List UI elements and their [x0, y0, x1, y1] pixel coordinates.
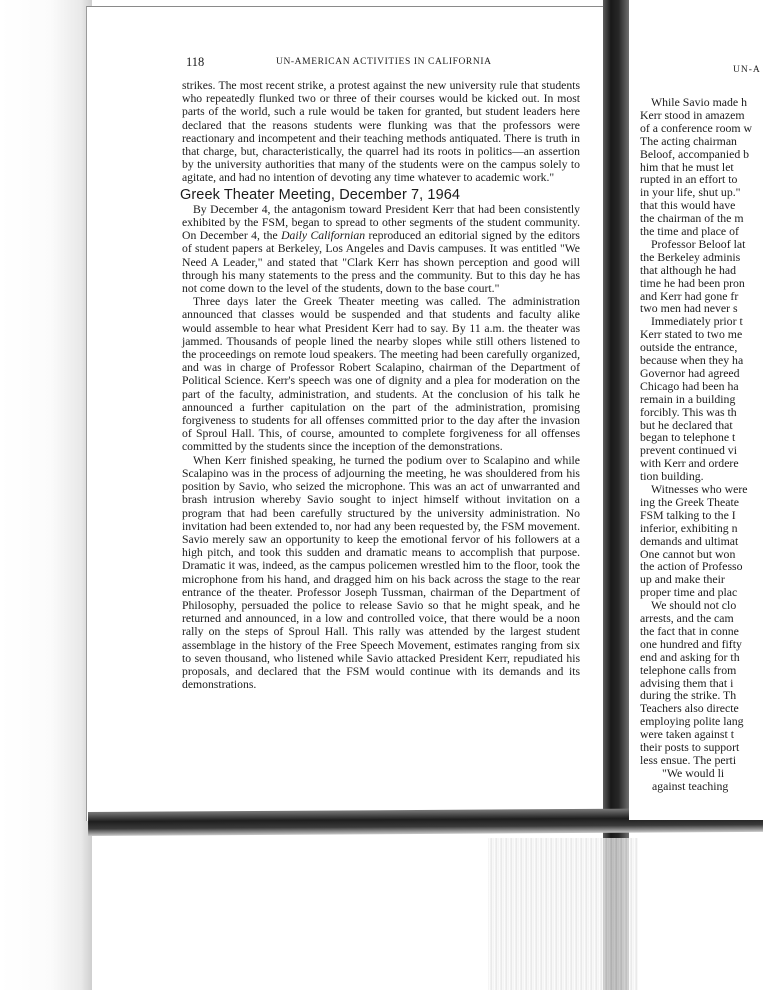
- right-page-line: Chicago had been ha: [640, 378, 739, 393]
- right-page-line: inferior, exhibiting n: [640, 520, 738, 535]
- right-page-line: FSM talking to the I: [640, 507, 736, 522]
- gutter-shadow-texture: [488, 838, 638, 990]
- right-page-line: were taken against t: [640, 727, 735, 742]
- right-page-line: The acting chairman: [640, 133, 737, 148]
- right-page-line: ing the Greek Theate: [640, 494, 740, 509]
- right-page-line: and Kerr had gone fr: [640, 288, 739, 303]
- right-page-line: because when they ha: [640, 353, 744, 367]
- right-page-line: the chairman of the m: [640, 211, 744, 226]
- running-head: [186, 55, 580, 71]
- right-page-line: Governor had agreed: [640, 365, 740, 380]
- right-page-line: that although he had: [640, 262, 736, 277]
- paragraph-greek-theater: Three days later the Greek Theater meeting was called. The administration announced that classes would be suspended and that students and faculty alike would assemble to hear what President Kerr had to say. By 11 a.m. the theater was jammed. Thousands of people lined the nearby slopes while still others listened to the proceedings on remote loud speakers. The meeting had been carefully organized, and was in charge of Professor Robert Scalapino, chairman of the Department of Political Science. Kerr's speech was one of dignity and a plea for moderation on the part of the faculty, administration, and students. At the conclusion of his talk he announced a further capitulation on the part of the administration, promising forgiveness to students for all offenses committed prior to the day after the invasion of Sproul Hall. This, of course, amounted to complete forgiveness for all offenses committed by the students since the inception of the demonstrations.: [182, 295, 580, 454]
- right-page-line: against teaching: [652, 778, 729, 793]
- right-page-line: Immediately prior t: [651, 314, 743, 329]
- right-page-line: the Berkeley adminis: [640, 249, 741, 264]
- right-page-line: began to telephone t: [640, 430, 736, 445]
- right-page-line: of a conference room w: [640, 120, 753, 135]
- right-running-head: UN-A: [733, 65, 761, 75]
- right-page-line: him that he must let: [640, 159, 734, 174]
- right-page-line: end and asking for th: [640, 649, 740, 664]
- right-page-line: but he declared that: [640, 417, 733, 432]
- right-book-page: [629, 0, 763, 820]
- right-page-line: tion building.: [640, 469, 704, 484]
- right-page-line: one hundred and fifty: [640, 636, 742, 651]
- right-page-line: outside the entrance,: [640, 340, 738, 355]
- right-page-line: the action of Professo: [640, 559, 743, 574]
- right-page-line: up and make their: [640, 572, 725, 587]
- right-page-line: forcibly. This was th: [640, 404, 737, 419]
- right-page-line: Witnesses who were: [651, 482, 748, 496]
- paragraph-december-4: [182, 203, 580, 295]
- scan-left-margin: [0, 0, 92, 990]
- right-page-line: two men had never s: [640, 301, 738, 316]
- right-page-line: in your life, shut up.": [640, 185, 741, 200]
- right-page-line: the time and place of: [640, 224, 739, 238]
- right-page-line: Kerr stated to two me: [640, 327, 743, 342]
- right-page-line: proper time and plac: [640, 585, 738, 600]
- right-page-line: We should not clo: [651, 598, 737, 613]
- right-page-line: less ensue. The perti: [640, 752, 737, 767]
- running-head-title: UN-AMERICAN ACTIVITIES IN CALIFORNIA: [276, 57, 492, 67]
- right-page-line: While Savio made h: [651, 95, 747, 109]
- right-page-line: Professor Beloof lat: [651, 236, 746, 251]
- right-page-line: arrests, and the cam: [640, 611, 734, 625]
- opening-paragraph: strikes. The most recent strike, a protest against the new university rule that students who repeatedly flunked two or three of their courses would be kicked out. In most parts of the world, such a rule would be taken for granted, but student leaders here declared that the reasons students were flunking was that the professors were reactionary and incompetent and their teaching methods antiquated. There is truth in that charge, but, characteristically, the quarrel had its roots in politics—an assertion by the university authorities that many of the students were on the campus solely to agitate, and had no intention of devoting any time whatever to academic work.": [182, 79, 580, 185]
- right-page-line: with Kerr and ordere: [640, 456, 739, 471]
- paragraph-savio: When Kerr finished speaking, he turned the podium over to Scalapino and while Scalapino was in the process of adjourning the meeting, he was shouldered from his position by Savio, who seized the microphone. This was an act of unwarranted and brash intrusion whereby Savio sought to inject himself without invitation on a program that had been carefully structured by the university administration. No invitation had been extended to, nor had any been requested by, the FSM movement. Savio merely saw an opportunity to keep the emotional fervor of his followers at a high pitch, and took this sudden and dramatic means to accomplish that purpose. Dramatic it was, indeed, as the campus policemen wrestled him to the floor, took the microphone from his hand, and dragged him on his back across the stage to the rear entrance of the theater. Professor Joseph Tussman, chairman of the Department of Philosophy, persuaded the police to release Savio so that he might speak, and he returned and announced, in a low and controlled voice, that there would be a noon rally on the steps of Sproul Hall. This rally was attended by the largest student assemblage in the history of the Free Speech Movement, estimates ranging from six to seven thousand, who listened while Savio attacked President Kerr, repudiated his proposals, and declared that the FSM would continue with its demands and its demonstrations.: [182, 453, 580, 692]
- section-heading: Greek Theater Meeting, December 7, 1964: [180, 186, 461, 203]
- right-page-line: advising them that i: [640, 675, 734, 690]
- newspaper-title: Daily Californian: [281, 229, 366, 243]
- paragraph-2-text-b: reproduced an editorial signed by the editors of student papers at Berkeley, Los Angeles and Davis campuses. It was entitled "We Need A Leader," and stated that "Clark Kerr has shown perception and good will through his many statements to the press and the community. But to this day he has not come down to the level of the students, down to the base court.": [182, 229, 580, 296]
- right-page-line: the fact that in conne: [640, 623, 739, 638]
- right-page-line: prevent continued vi: [640, 443, 737, 458]
- right-page-line: Teachers also directe: [640, 701, 739, 716]
- right-page-line: rupted in an effort to: [640, 172, 738, 187]
- left-page-text: [182, 79, 580, 691]
- right-page-line: One cannot but won: [640, 546, 736, 561]
- right-page-line: telephone calls from: [640, 662, 737, 677]
- right-page-line: time he had been pron: [640, 275, 745, 290]
- right-page-line: Beloof, accompanied b: [640, 146, 750, 161]
- right-page-line: employing polite lang: [640, 714, 744, 729]
- right-page-line: Kerr stood in amazem: [640, 107, 745, 122]
- right-page-line: remain in a building: [640, 391, 736, 406]
- right-page-line: "We would li: [662, 765, 725, 780]
- right-page-line: during the strike. Th: [640, 688, 737, 703]
- page-number: 118: [186, 55, 205, 69]
- right-page-line: their posts to support: [640, 740, 740, 754]
- right-page-line: demands and ultimat: [640, 533, 739, 548]
- right-page-line: that this would have: [640, 198, 736, 213]
- paragraph-2-text-a: By December 4, the antagonism toward President Kerr that had been consistently exhibited by the FSM, began to spread to other segments of the student community. On December 4, the: [182, 202, 580, 243]
